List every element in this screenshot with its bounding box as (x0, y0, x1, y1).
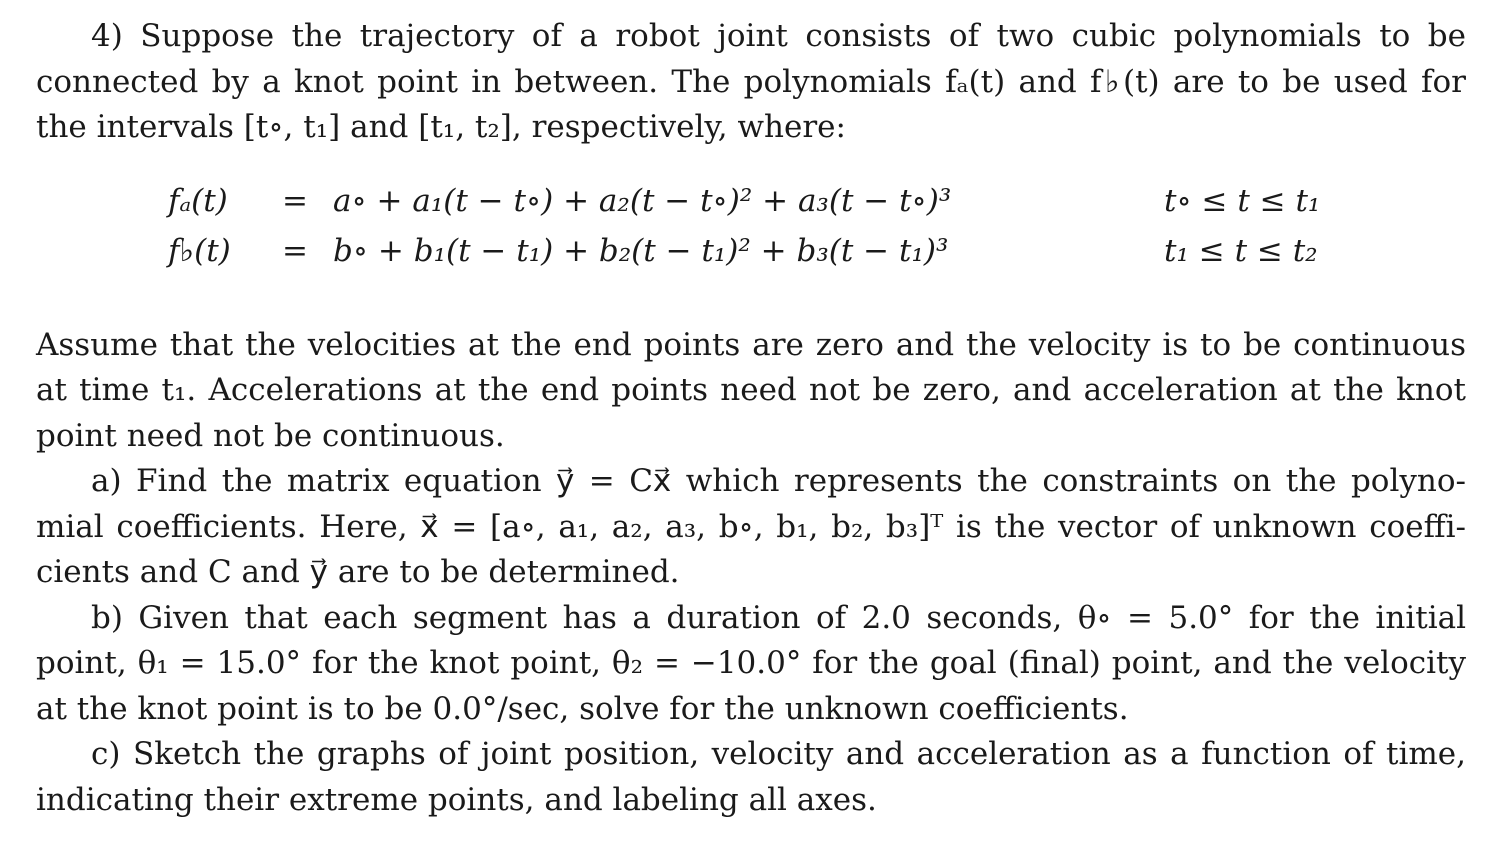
problem-intro (36, 14, 1466, 151)
body-line: point, θ₁ = 15.0° for the knot point, θ₂ = −10.0° for the goal (final) point, and the velocity (36, 645, 1466, 681)
equation-domain: t₁ ≤ t ≤ t₂ (1164, 232, 1318, 269)
problem-body (36, 323, 1466, 824)
intro-line: connected by a knot point in between. The polynomials fₐ(t) and f♭(t) are to be used for (36, 63, 1466, 100)
body-line: a) Find the matrix equation y⃗ = Cx⃗ which represents the constraints on the polyno- (91, 463, 1466, 499)
body-line: b) Given that each segment has a duration of 2.0 seconds, θ∘ = 5.0° for the initial (91, 599, 1466, 636)
body-line: at the knot point is to be 0.0°/sec, solve for the unknown coefficients. (36, 690, 1129, 727)
equals-sign: = (282, 232, 308, 269)
body-line: point need not be continuous. (36, 417, 505, 454)
body-line: cients and C and y⃗ are to be determined. (36, 554, 680, 590)
equals-sign: = (282, 182, 308, 219)
problem-document (36, 14, 1466, 823)
body-line: Assume that the velocities at the end points are zero and the velocity is to be continuous (36, 326, 1466, 363)
polynomial-equations (36, 171, 1466, 311)
intro-line: 4) Suppose the trajectory of a robot joint consists of two cubic polynomials to be (91, 18, 1466, 54)
equation-row-fa (36, 183, 1466, 233)
intro-line: the intervals [t∘, t₁] and [t₁, t₂], respectively, where: (36, 109, 846, 145)
equation-domain: t∘ ≤ t ≤ t₁ (1164, 182, 1321, 219)
body-line: c) Sketch the graphs of joint position, velocity and acceleration as a function of time, (91, 736, 1466, 772)
equation-row-fb (36, 233, 1466, 283)
body-line: at time t₁. Accelerations at the end points need not be zero, and acceleration at the knot (36, 372, 1466, 408)
body-line: indicating their extreme points, and labeling all axes. (36, 781, 877, 818)
equation-lhs: f♭(t) (168, 232, 231, 269)
equation-rhs: b∘ + b₁(t − t₁) + b₂(t − t₁)² + b₃(t − t₁)³ (333, 232, 949, 269)
equation-lhs: fₐ(t) (168, 182, 228, 219)
body-line: mial coefficients. Here, x⃗ = [a∘, a₁, a₂, a₃, b∘, b₁, b₂, b₃]ᵀ is the vector of unknown coeffi- (36, 508, 1466, 545)
equation-rhs: a∘ + a₁(t − t∘) + a₂(t − t∘)² + a₃(t − t∘)³ (333, 182, 952, 219)
